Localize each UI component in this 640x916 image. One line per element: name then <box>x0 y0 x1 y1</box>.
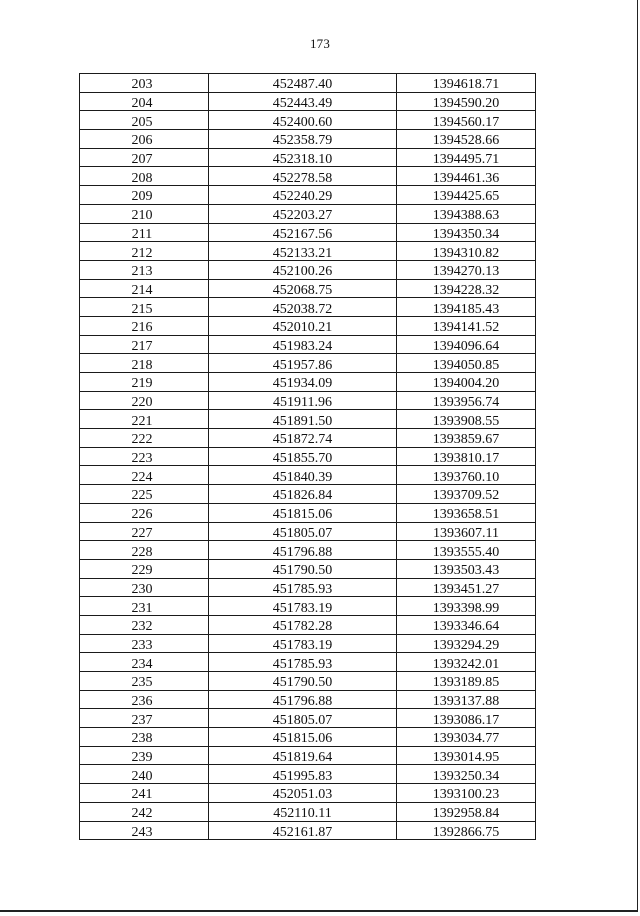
x-coordinate-cell <box>209 615 397 634</box>
cell-text: 1393189.85 <box>432 675 500 691</box>
point-number-cell <box>80 298 209 317</box>
point-number-cell <box>80 223 209 242</box>
y-coordinate-cell <box>397 466 536 485</box>
page-number: 173 <box>309 36 331 51</box>
cell-text: 239 <box>131 750 153 765</box>
x-coordinate-cell <box>209 541 397 560</box>
table-row <box>80 447 536 466</box>
point-number-cell <box>80 391 209 410</box>
point-number-cell <box>80 204 209 223</box>
cell-text: 451796.88 <box>272 694 333 709</box>
table-row <box>80 316 536 335</box>
cell-text: 238 <box>131 731 153 747</box>
x-coordinate-cell <box>209 653 397 672</box>
table-row <box>80 186 536 205</box>
cell-text: 1394388.63 <box>432 208 500 223</box>
table-row <box>80 410 536 429</box>
table-row <box>80 260 536 279</box>
table-row <box>80 130 536 149</box>
table-row <box>80 111 536 130</box>
cell-text: 452068.75 <box>272 282 333 298</box>
cell-text: 1392866.75 <box>432 824 500 840</box>
table-row <box>80 728 536 747</box>
cell-text: 1394141.52 <box>432 320 500 336</box>
coordinate-table <box>79 73 536 840</box>
cell-text: 233 <box>131 637 153 653</box>
table-row <box>80 279 536 298</box>
table-row <box>80 429 536 448</box>
y-coordinate-cell <box>397 242 536 261</box>
cell-text: 451911.96 <box>273 395 332 410</box>
cell-text: 451826.84 <box>272 488 333 504</box>
cell-text: 451819.64 <box>272 750 333 765</box>
cell-text: 232 <box>131 619 153 635</box>
x-coordinate-cell <box>209 821 397 840</box>
coordinate-table-body <box>80 74 536 840</box>
cell-text: 1393810.17 <box>432 451 500 466</box>
table-row <box>80 74 536 93</box>
cell-text: 1393658.51 <box>432 507 500 522</box>
cell-text: 1393503.43 <box>432 563 500 579</box>
table-row <box>80 615 536 634</box>
cell-text: 227 <box>131 525 153 541</box>
point-number-cell <box>80 74 209 93</box>
cell-text: 1393956.74 <box>432 395 500 410</box>
table-row <box>80 503 536 522</box>
table-row <box>80 784 536 803</box>
cell-text: 451783.19 <box>272 600 333 616</box>
cell-text: 452167.56 <box>272 226 333 242</box>
cell-text: 225 <box>131 488 153 504</box>
table-row <box>80 597 536 616</box>
cell-text: 235 <box>131 675 153 691</box>
y-coordinate-cell <box>397 354 536 373</box>
cell-text: 219 <box>131 376 153 392</box>
cell-text: 452161.87 <box>272 824 333 840</box>
y-coordinate-cell <box>397 186 536 205</box>
point-number-cell <box>80 597 209 616</box>
cell-text: 204 <box>131 96 153 111</box>
table-row <box>80 242 536 261</box>
cell-text: 1393709.52 <box>432 488 500 504</box>
point-number-cell <box>80 634 209 653</box>
x-coordinate-cell <box>209 447 397 466</box>
x-coordinate-cell <box>209 186 397 205</box>
table-row <box>80 672 536 691</box>
point-number-cell <box>80 186 209 205</box>
y-coordinate-cell <box>397 373 536 392</box>
y-coordinate-cell <box>397 634 536 653</box>
cell-text: 452400.60 <box>272 114 333 130</box>
y-coordinate-cell <box>397 260 536 279</box>
cell-text: 1394004.20 <box>432 376 500 392</box>
table-row <box>80 634 536 653</box>
cell-text: 451805.07 <box>272 712 333 728</box>
cell-text: 224 <box>131 469 153 485</box>
cell-text: 1393014.95 <box>432 750 500 765</box>
table-row <box>80 391 536 410</box>
cell-text: 205 <box>131 114 153 130</box>
x-coordinate-cell <box>209 223 397 242</box>
point-number-cell <box>80 447 209 466</box>
y-coordinate-cell <box>397 391 536 410</box>
cell-text: 1393294.29 <box>432 637 500 653</box>
cell-text: 1393398.99 <box>432 600 500 616</box>
cell-text: 222 <box>131 432 153 448</box>
y-coordinate-cell <box>397 410 536 429</box>
table-row <box>80 802 536 821</box>
y-coordinate-cell <box>397 653 536 672</box>
y-coordinate-cell <box>397 279 536 298</box>
x-coordinate-cell <box>209 728 397 747</box>
x-coordinate-cell <box>209 466 397 485</box>
cell-text: 451995.83 <box>272 768 333 784</box>
y-coordinate-cell <box>397 130 536 149</box>
cell-text: 1393034.77 <box>432 731 500 747</box>
table-row <box>80 148 536 167</box>
table-row <box>80 223 536 242</box>
cell-text: 452110.11 <box>273 806 332 821</box>
cell-text: 230 <box>131 581 153 597</box>
x-coordinate-cell <box>209 765 397 784</box>
x-coordinate-cell <box>209 690 397 709</box>
table-row <box>80 746 536 765</box>
cell-text: 226 <box>131 507 153 522</box>
point-number-cell <box>80 746 209 765</box>
x-coordinate-cell <box>209 316 397 335</box>
y-coordinate-cell <box>397 204 536 223</box>
y-coordinate-cell <box>397 503 536 522</box>
cell-text: 1394461.36 <box>432 170 500 186</box>
point-number-cell <box>80 541 209 560</box>
y-coordinate-cell <box>397 615 536 634</box>
cell-text: 241 <box>131 787 153 803</box>
y-coordinate-cell <box>397 92 536 111</box>
cell-text: 203 <box>131 77 153 93</box>
y-coordinate-cell <box>397 559 536 578</box>
y-coordinate-cell <box>397 447 536 466</box>
cell-text: 452443.49 <box>272 96 333 111</box>
cell-text: 452133.21 <box>272 245 333 261</box>
y-coordinate-cell <box>397 223 536 242</box>
point-number-cell <box>80 260 209 279</box>
cell-text: 220 <box>131 395 153 410</box>
point-number-cell <box>80 728 209 747</box>
cell-text: 1392958.84 <box>432 806 500 821</box>
table-row <box>80 485 536 504</box>
y-coordinate-cell <box>397 111 536 130</box>
x-coordinate-cell <box>209 503 397 522</box>
table-row <box>80 204 536 223</box>
x-coordinate-cell <box>209 92 397 111</box>
cell-text: 451785.93 <box>272 656 333 672</box>
x-coordinate-cell <box>209 148 397 167</box>
x-coordinate-cell <box>209 784 397 803</box>
cell-text: 216 <box>131 320 153 336</box>
table-row <box>80 373 536 392</box>
cell-text: 1393242.01 <box>432 656 500 672</box>
cell-text: 209 <box>131 189 153 205</box>
x-coordinate-cell <box>209 204 397 223</box>
cell-text: 229 <box>131 563 153 579</box>
point-number-cell <box>80 503 209 522</box>
point-number-cell <box>80 522 209 541</box>
y-coordinate-cell <box>397 522 536 541</box>
x-coordinate-cell <box>209 260 397 279</box>
table-row <box>80 335 536 354</box>
table-row <box>80 298 536 317</box>
cell-text: 451790.50 <box>272 563 333 579</box>
x-coordinate-cell <box>209 634 397 653</box>
cell-text: 452203.27 <box>272 208 333 223</box>
x-coordinate-cell <box>209 391 397 410</box>
x-coordinate-cell <box>209 354 397 373</box>
y-coordinate-cell <box>397 74 536 93</box>
cell-text: 221 <box>131 413 153 429</box>
table-row <box>80 653 536 672</box>
table-row <box>80 821 536 840</box>
y-coordinate-cell <box>397 298 536 317</box>
cell-text: 452318.10 <box>272 152 333 167</box>
cell-text: 452051.03 <box>272 787 333 803</box>
cell-text: 1394050.85 <box>432 357 500 373</box>
y-coordinate-cell <box>397 802 536 821</box>
x-coordinate-cell <box>209 373 397 392</box>
x-coordinate-cell <box>209 74 397 93</box>
point-number-cell <box>80 148 209 167</box>
cell-text: 451957.86 <box>272 357 333 373</box>
x-coordinate-cell <box>209 130 397 149</box>
y-coordinate-cell <box>397 167 536 186</box>
cell-text: 242 <box>131 806 153 821</box>
cell-text: 451783.19 <box>272 637 333 653</box>
cell-text: 451815.06 <box>272 507 333 522</box>
point-number-cell <box>80 784 209 803</box>
y-coordinate-cell <box>397 746 536 765</box>
cell-text: 451934.09 <box>272 376 333 392</box>
table-row <box>80 522 536 541</box>
cell-text: 1393859.67 <box>432 432 500 448</box>
cell-text: 228 <box>131 544 153 560</box>
point-number-cell <box>80 92 209 111</box>
y-coordinate-cell <box>397 597 536 616</box>
point-number-cell <box>80 242 209 261</box>
y-coordinate-cell <box>397 784 536 803</box>
cell-text: 237 <box>131 712 153 728</box>
table-row <box>80 541 536 560</box>
x-coordinate-cell <box>209 802 397 821</box>
cell-text: 451785.93 <box>272 581 333 597</box>
table-row <box>80 354 536 373</box>
cell-text: 231 <box>131 600 153 616</box>
point-number-cell <box>80 709 209 728</box>
y-coordinate-cell <box>397 541 536 560</box>
point-number-cell <box>80 111 209 130</box>
cell-text: 1393607.11 <box>433 525 499 541</box>
x-coordinate-cell <box>209 298 397 317</box>
y-coordinate-cell <box>397 485 536 504</box>
point-number-cell <box>80 410 209 429</box>
cell-text: 451782.28 <box>272 619 333 635</box>
x-coordinate-cell <box>209 709 397 728</box>
cell-text: 452358.79 <box>272 133 333 149</box>
x-coordinate-cell <box>209 522 397 541</box>
cell-text: 451872.74 <box>272 432 333 448</box>
table-row <box>80 559 536 578</box>
cell-text: 1394185.43 <box>432 301 500 317</box>
cell-text: 212 <box>131 245 153 261</box>
point-number-cell <box>80 167 209 186</box>
cell-text: 1394560.17 <box>432 114 500 130</box>
cell-text: 1394096.64 <box>432 338 500 354</box>
cell-text: 1394270.13 <box>432 264 500 280</box>
table-row <box>80 167 536 186</box>
point-number-cell <box>80 559 209 578</box>
cell-text: 452278.58 <box>272 170 333 186</box>
cell-text: 452038.72 <box>272 301 333 317</box>
x-coordinate-cell <box>209 485 397 504</box>
point-number-cell <box>80 802 209 821</box>
table-row <box>80 92 536 111</box>
cell-text: 243 <box>131 824 153 840</box>
cell-text: 234 <box>131 656 153 672</box>
point-number-cell <box>80 765 209 784</box>
cell-text: 1393137.88 <box>432 694 500 709</box>
cell-text: 213 <box>131 264 153 280</box>
cell-text: 1393346.64 <box>432 619 500 635</box>
y-coordinate-cell <box>397 148 536 167</box>
cell-text: 451790.50 <box>272 675 333 691</box>
cell-text: 1393451.27 <box>432 581 500 597</box>
cell-text: 218 <box>131 357 153 373</box>
point-number-cell <box>80 354 209 373</box>
point-number-cell <box>80 578 209 597</box>
point-number-cell <box>80 485 209 504</box>
cell-text: 1394618.71 <box>432 77 500 93</box>
y-coordinate-cell <box>397 578 536 597</box>
x-coordinate-cell <box>209 429 397 448</box>
cell-text: 206 <box>131 133 153 149</box>
point-number-cell <box>80 615 209 634</box>
cell-text: 451805.07 <box>272 525 333 541</box>
x-coordinate-cell <box>209 597 397 616</box>
cell-text: 1394425.65 <box>432 189 500 205</box>
x-coordinate-cell <box>209 672 397 691</box>
table-row <box>80 709 536 728</box>
point-number-cell <box>80 429 209 448</box>
cell-text: 1393555.40 <box>432 544 500 560</box>
table-row <box>80 765 536 784</box>
x-coordinate-cell <box>209 578 397 597</box>
cell-text: 1394528.66 <box>432 133 500 149</box>
x-coordinate-cell <box>209 242 397 261</box>
point-number-cell <box>80 672 209 691</box>
cell-text: 451891.50 <box>272 413 333 429</box>
cell-text: 240 <box>131 768 153 784</box>
cell-text: 208 <box>131 170 153 186</box>
x-coordinate-cell <box>209 335 397 354</box>
x-coordinate-cell <box>209 559 397 578</box>
cell-text: 1394350.34 <box>432 226 500 242</box>
table-row <box>80 578 536 597</box>
cell-text: 1393760.10 <box>432 469 500 485</box>
point-number-cell <box>80 316 209 335</box>
cell-text: 207 <box>131 152 153 167</box>
x-coordinate-cell <box>209 410 397 429</box>
point-number-cell <box>80 335 209 354</box>
y-coordinate-cell <box>397 690 536 709</box>
point-number-cell <box>80 821 209 840</box>
cell-text: 1394590.20 <box>432 96 500 111</box>
y-coordinate-cell <box>397 821 536 840</box>
cell-text: 452487.40 <box>272 77 333 93</box>
cell-text: 1393100.23 <box>432 787 500 803</box>
point-number-cell <box>80 466 209 485</box>
y-coordinate-cell <box>397 709 536 728</box>
x-coordinate-cell <box>209 111 397 130</box>
cell-text: 451796.88 <box>272 544 333 560</box>
cell-text: 210 <box>131 208 153 223</box>
x-coordinate-cell <box>209 746 397 765</box>
cell-text: 451840.39 <box>272 469 333 485</box>
cell-text: 217 <box>131 338 153 354</box>
cell-text: 211 <box>131 226 153 242</box>
point-number-cell <box>80 653 209 672</box>
cell-text: 1393086.17 <box>432 712 500 728</box>
cell-text: 452240.29 <box>272 189 333 205</box>
cell-text: 236 <box>131 694 153 709</box>
x-coordinate-cell <box>209 167 397 186</box>
y-coordinate-cell <box>397 316 536 335</box>
y-coordinate-cell <box>397 728 536 747</box>
table-row <box>80 466 536 485</box>
cell-text: 1394228.32 <box>432 282 500 298</box>
cell-text: 451855.70 <box>272 451 333 466</box>
point-number-cell <box>80 373 209 392</box>
point-number-cell <box>80 130 209 149</box>
cell-text: 452100.26 <box>272 264 333 280</box>
cell-text: 1393250.34 <box>432 768 500 784</box>
cell-text: 451983.24 <box>272 338 333 354</box>
table-row <box>80 690 536 709</box>
cell-text: 1393908.55 <box>432 413 500 429</box>
cell-text: 214 <box>131 282 153 298</box>
cell-text: 1394495.71 <box>432 152 500 167</box>
cell-text: 223 <box>131 451 153 466</box>
point-number-cell <box>80 690 209 709</box>
cell-text: 1394310.82 <box>432 245 500 261</box>
y-coordinate-cell <box>397 765 536 784</box>
cell-text: 215 <box>131 301 153 317</box>
y-coordinate-cell <box>397 672 536 691</box>
cell-text: 452010.21 <box>272 320 333 336</box>
y-coordinate-cell <box>397 335 536 354</box>
cell-text: 451815.06 <box>272 731 333 747</box>
point-number-cell <box>80 279 209 298</box>
y-coordinate-cell <box>397 429 536 448</box>
x-coordinate-cell <box>209 279 397 298</box>
